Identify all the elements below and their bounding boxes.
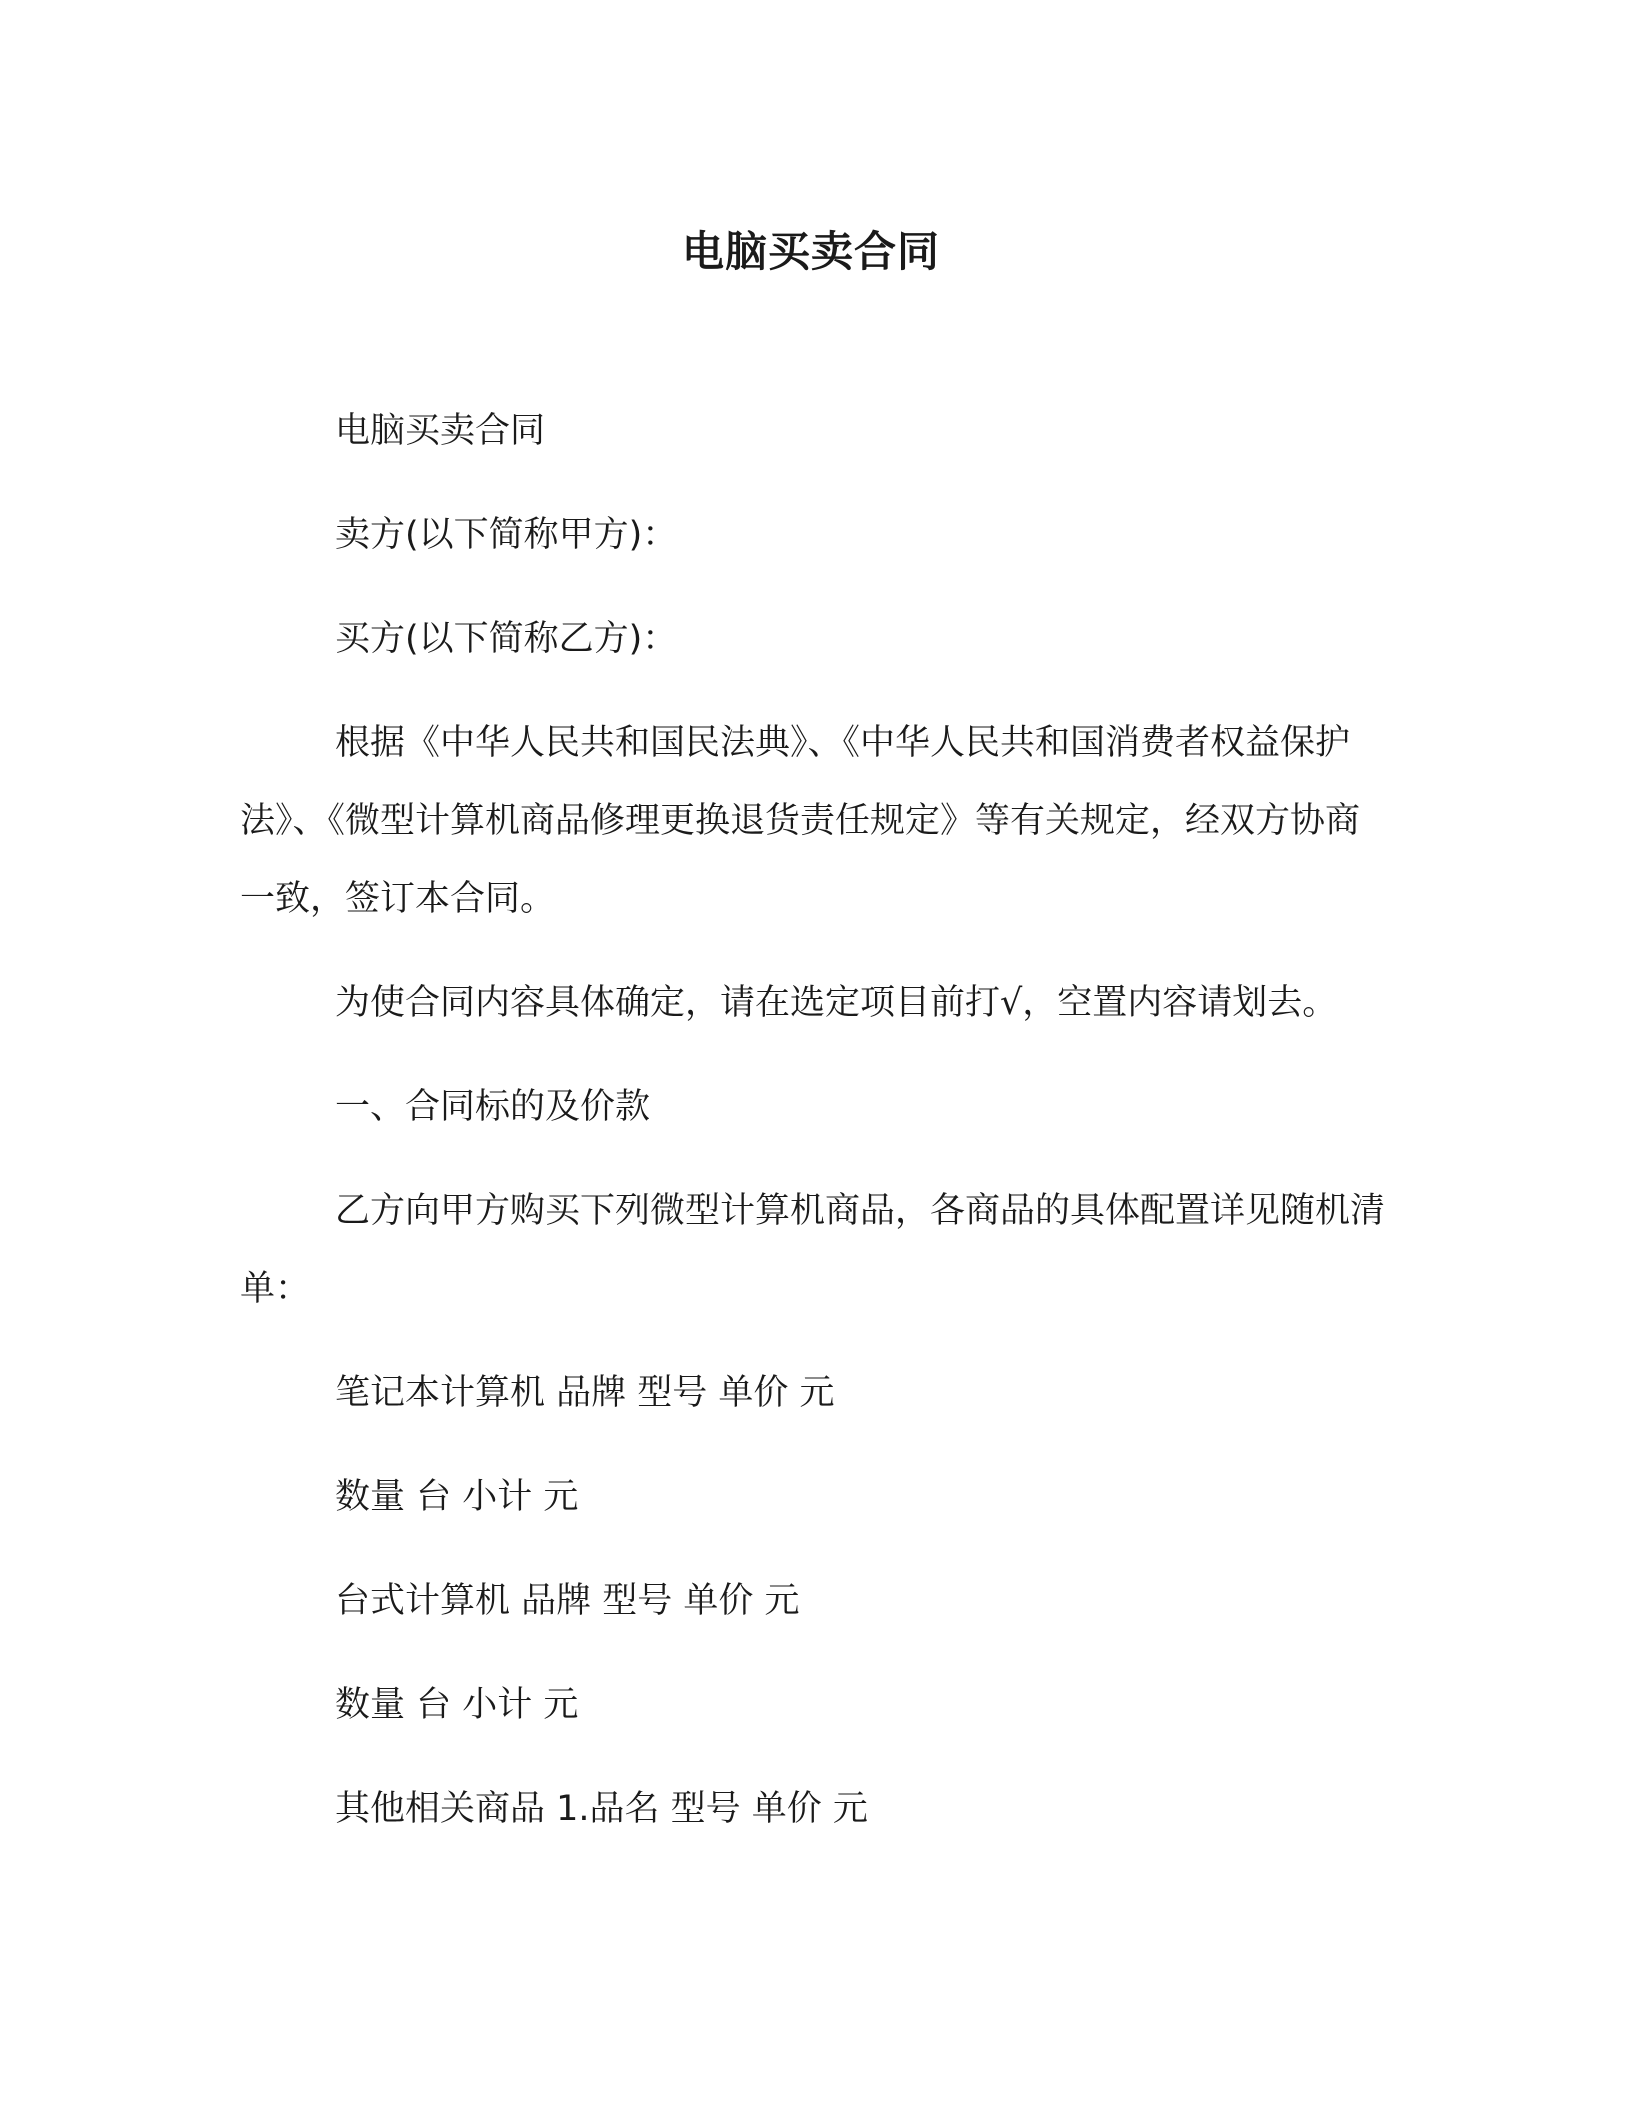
paragraph-desktop-quantity: 数量 台 小计 元 <box>335 1685 579 1725</box>
paragraph-heading: 电脑买卖合同 <box>335 411 546 451</box>
document-title: 电脑买卖合同 <box>681 227 940 276</box>
paragraph-desktop-line: 台式计算机 品牌 型号 单价 元 <box>335 1581 800 1621</box>
paragraph-laptop-quantity: 数量 台 小计 元 <box>335 1477 579 1517</box>
paragraph-legal-basis: 根据《中华人民共和国民法典》、《中华人民共和国消费者权益保护法》、《微型计算机商品修理更换退货责任规定》等有关规定，经双方协商一致，签订本合同。 <box>240 723 1361 919</box>
paragraph-buyer: 买方(以下简称乙方)： <box>335 619 678 659</box>
paragraph-seller: 卖方(以下简称甲方)： <box>335 515 678 555</box>
paragraph-instruction: 为使合同内容具体确定，请在选定项目前打√，空置内容请划去。 <box>335 983 1338 1023</box>
paragraph-laptop-line: 笔记本计算机 品牌 型号 单价 元 <box>335 1373 835 1413</box>
section-heading-subject-price: 一、合同标的及价款 <box>335 1087 651 1127</box>
document-body <box>240 392 1390 1874</box>
paragraph-purchase: 乙方向甲方购买下列微型计算机商品，各商品的具体配置详见随机清单： <box>240 1191 1386 1309</box>
paragraph-other-goods: 其他相关商品 1.品名 型号 单价 元 <box>335 1789 868 1829</box>
